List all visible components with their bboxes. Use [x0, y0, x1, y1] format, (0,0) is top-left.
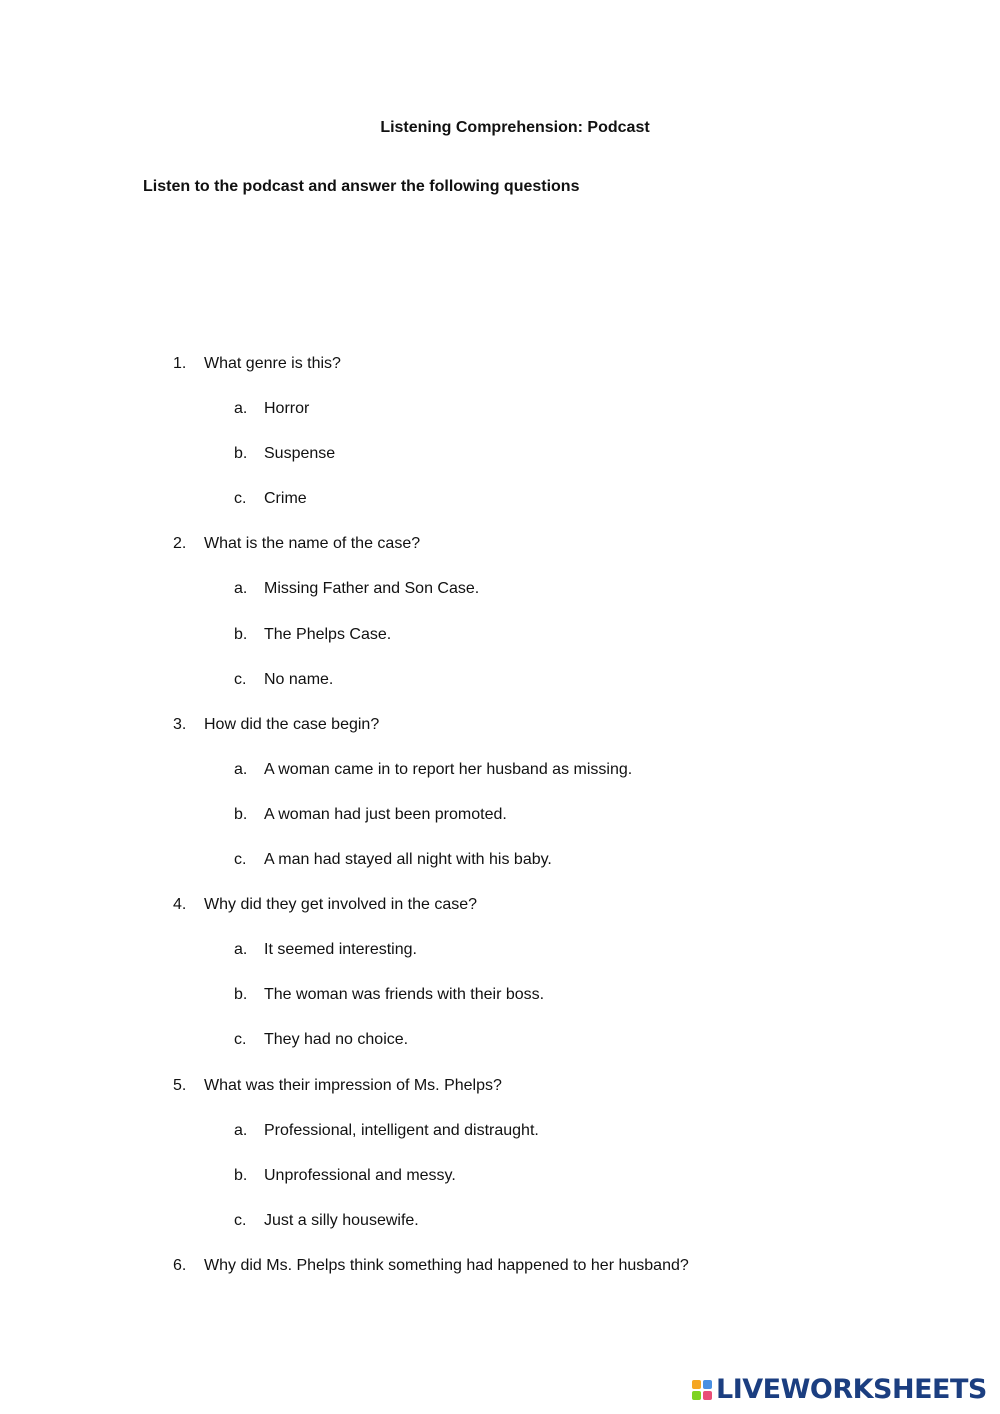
question-item — [0, 893, 1000, 938]
question-text: Why did Ms. Phelps think something had happened to her husband? — [204, 1256, 689, 1274]
option-text: The woman was friends with their boss. — [264, 986, 545, 1004]
question-number: 4. — [173, 896, 187, 914]
logo-square — [692, 1380, 701, 1389]
answer-option — [0, 983, 1000, 1028]
question-item — [0, 713, 1000, 758]
question-list — [0, 352, 1000, 1299]
question-number: 1. — [173, 355, 187, 372]
option-letter: c. — [234, 1211, 247, 1229]
answer-option — [0, 848, 1000, 893]
answer-option — [0, 1028, 1000, 1073]
question-number: 6. — [173, 1256, 187, 1274]
logo-square — [703, 1391, 712, 1400]
option-text: A man had stayed all night with his baby. — [264, 851, 552, 869]
question-item — [0, 1254, 1000, 1299]
option-text: Unprofessional and messy. — [264, 1166, 456, 1184]
question-text: What is the name of the case? — [204, 535, 421, 553]
option-letter: b. — [234, 445, 248, 463]
logo-square — [703, 1380, 712, 1389]
answer-option — [0, 1119, 1000, 1164]
answer-option — [0, 397, 1000, 442]
question-text: How did the case begin? — [204, 715, 380, 733]
option-letter: a. — [234, 580, 248, 598]
question-item — [0, 352, 1000, 397]
question-text: What genre is this? — [204, 355, 341, 372]
liveworksheets-logo — [692, 1376, 987, 1404]
option-text: Crime — [264, 490, 307, 508]
option-text: They had no choice. — [264, 1031, 409, 1049]
option-letter: b. — [234, 986, 248, 1004]
answer-option — [0, 668, 1000, 713]
page-title: Listening Comprehension: Podcast — [380, 119, 650, 136]
instructions: Listen to the podcast and answer the following questions — [143, 178, 580, 195]
option-text: Professional, intelligent and distraught. — [264, 1121, 539, 1139]
option-letter: c. — [234, 490, 247, 508]
answer-option — [0, 803, 1000, 848]
option-text: No name. — [264, 670, 334, 688]
logo-mark-icon — [692, 1380, 712, 1400]
question-text: Why did they get involved in the case? — [204, 896, 478, 914]
option-letter: a. — [234, 400, 248, 418]
answer-option — [0, 758, 1000, 803]
option-text: The Phelps Case. — [264, 625, 392, 643]
question-text: What was their impression of Ms. Phelps? — [204, 1076, 502, 1094]
option-text: Just a silly housewife. — [264, 1211, 419, 1229]
answer-option — [0, 442, 1000, 487]
logo-square — [692, 1391, 701, 1400]
question-item — [0, 1074, 1000, 1119]
option-text: Missing Father and Son Case. — [264, 580, 480, 598]
question-number: 5. — [173, 1076, 187, 1094]
option-letter: a. — [234, 1121, 248, 1139]
option-text: A woman had just been promoted. — [264, 805, 507, 823]
answer-option — [0, 1164, 1000, 1209]
option-letter: c. — [234, 851, 247, 869]
option-text: Suspense — [264, 445, 336, 463]
option-letter: b. — [234, 805, 248, 823]
option-text: Horror — [264, 400, 310, 418]
question-number: 3. — [173, 715, 187, 733]
answer-option — [0, 623, 1000, 668]
option-letter: a. — [234, 760, 248, 778]
option-text: A woman came in to report her husband as missing. — [264, 760, 633, 778]
question-number: 2. — [173, 535, 187, 553]
option-letter: c. — [234, 1031, 247, 1049]
answer-option — [0, 938, 1000, 983]
answer-option — [0, 487, 1000, 532]
answer-option — [0, 1209, 1000, 1254]
option-letter: b. — [234, 625, 248, 643]
logo-text: LIVEWORKSHEETS — [716, 1374, 987, 1405]
option-text: It seemed interesting. — [264, 941, 417, 959]
option-letter: c. — [234, 670, 247, 688]
answer-option — [0, 577, 1000, 622]
option-letter: a. — [234, 941, 248, 959]
option-letter: b. — [234, 1166, 248, 1184]
question-item — [0, 532, 1000, 577]
